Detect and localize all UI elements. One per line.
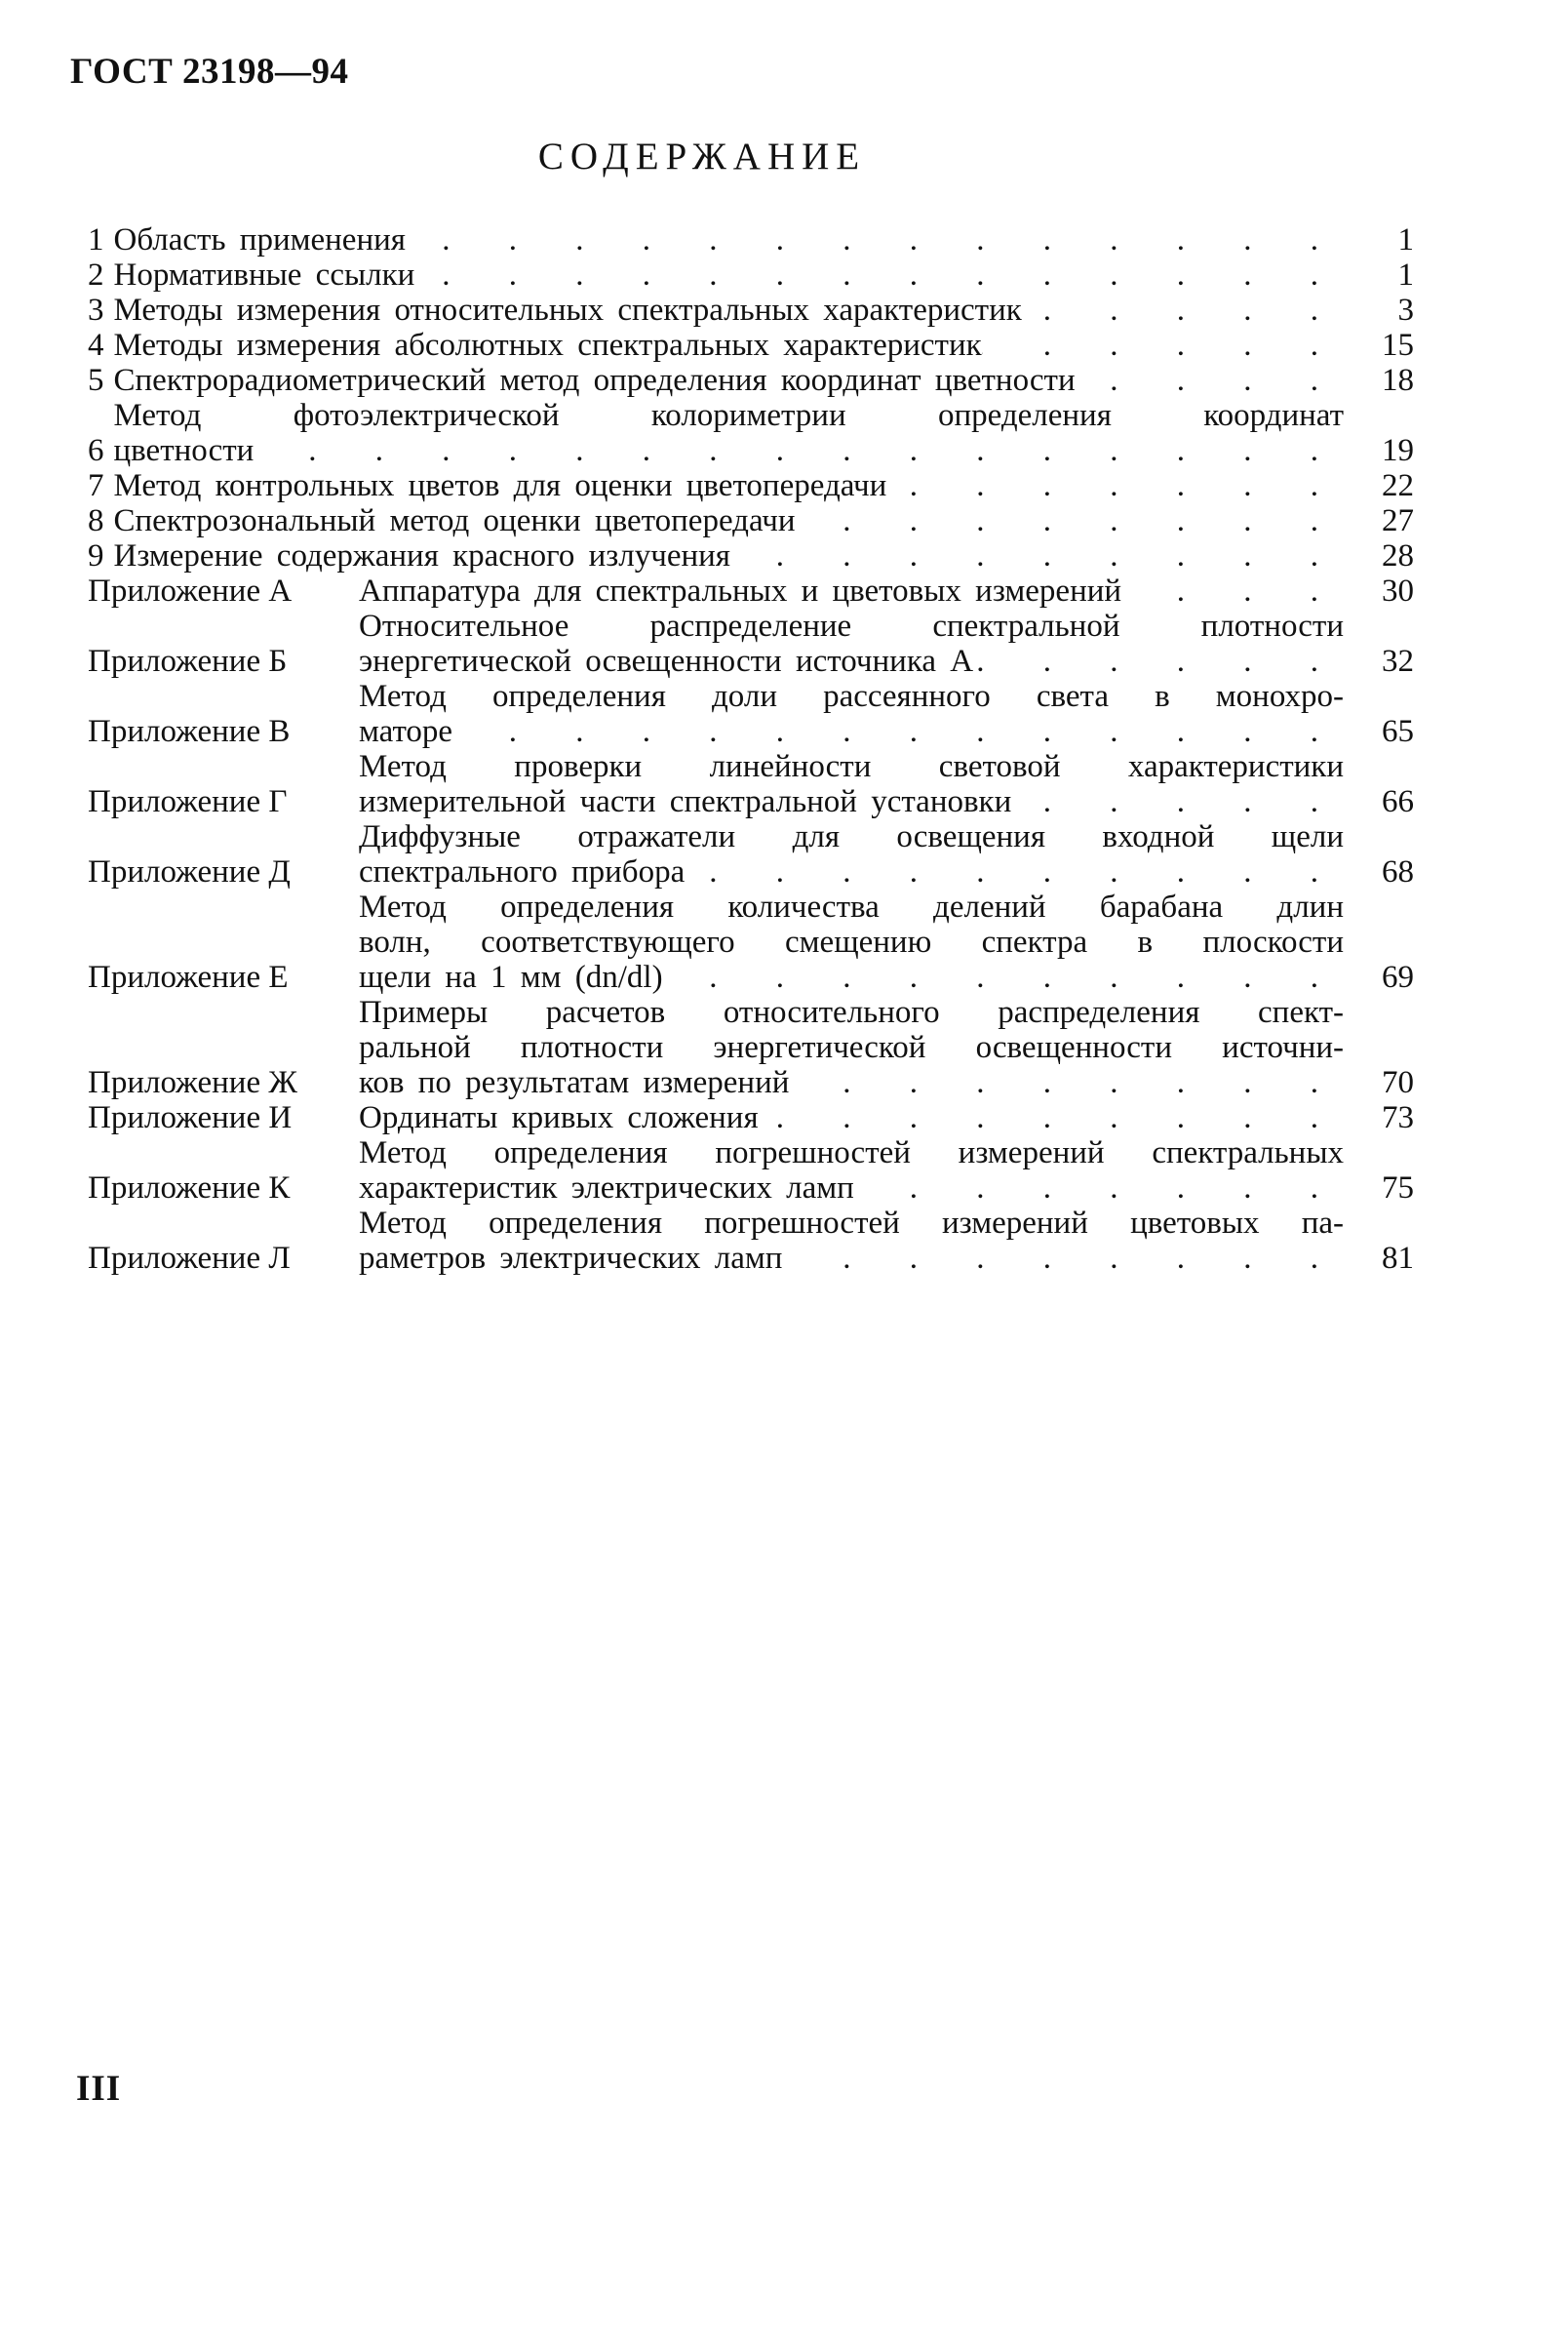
dot-leaders [414,257,1344,293]
toc-page-number: 73 [1382,1100,1414,1135]
toc-entry-text: Нормативные ссылки [113,257,415,293]
toc-page-number: 69 [1382,960,1414,995]
toc-entry-text: измерительной части спектральной установки [359,784,1012,819]
toc-entry-number: Приложение И [88,1100,293,1135]
dot-leaders [854,1170,1344,1206]
toc-page-number: 1 [1397,222,1414,257]
toc-entry-text: характеристик электрических ламп [359,1170,854,1206]
toc-entry [88,257,1414,293]
dot-leaders [1022,293,1344,328]
toc-entry-number: 3 [88,293,104,328]
dot-leaders [1011,784,1344,819]
toc-page-number: 27 [1382,503,1414,538]
toc-entry [88,293,1414,328]
toc-page-number: 81 [1382,1241,1414,1276]
toc-entry-text: Спектрозональный метод оценки цветопередачи [113,503,796,538]
toc-entry [88,503,1414,538]
toc-entry [88,995,1414,1100]
toc-entry-text: цветности [113,433,255,468]
toc-page-number: 75 [1382,1170,1414,1206]
toc-entry [88,222,1414,257]
toc-entry-text: спектрального прибора [359,854,686,890]
toc-entry-number: 1 [88,222,104,257]
toc-page-number: 65 [1382,714,1414,749]
toc-entry-text: Метод определения погрешностей измерений цветовых па- [359,1206,1344,1241]
toc-entry-text: Метод определения доли рассеянного света в монохро- [359,679,1344,714]
toc-entry-number: 8 [88,503,104,538]
dot-leaders [789,1065,1344,1100]
toc-entry-text: Спектрорадиометрический метод определения координат цветности [113,363,1076,398]
toc-entry-number: 6 [88,433,104,468]
toc-entry-text: Метод определения погрешностей измерений спектральных [359,1135,1344,1170]
toc-entry-number: Приложение К [88,1170,291,1206]
toc-page-number: 70 [1382,1065,1414,1100]
toc-entry-text: Метод проверки линейности световой характеристики [359,749,1344,784]
toc-page-number: 19 [1382,433,1414,468]
toc-entry [88,1100,1414,1135]
toc-entry-text: Метод определения количества делений барабана длин [359,890,1344,925]
toc-entry-number: 7 [88,468,104,503]
toc-page-number: 15 [1382,328,1414,363]
toc-entry-text: Диффузные отражатели для освещения входной щели [359,819,1344,854]
dot-leaders [973,644,1344,679]
toc-entry-number: Приложение В [88,714,291,749]
page-number-footer: III [76,2069,122,2109]
toc-page-number: 68 [1382,854,1414,890]
toc-entry-text: Область применения [113,222,406,257]
toc-entry [88,819,1414,890]
toc-entry [88,574,1414,609]
toc-entry [88,398,1414,468]
toc-entry-number: Приложение Д [88,854,291,890]
table-of-contents [88,222,1414,1276]
toc-entry-text: Измерение содержания красного излучения [113,538,730,574]
toc-entry [88,363,1414,398]
toc-entry [88,1206,1414,1276]
toc-page-number: 32 [1382,644,1414,679]
toc-entry [88,609,1414,679]
toc-entry [88,468,1414,503]
dot-leaders [759,1100,1344,1135]
toc-entry-text: Методы измерения абсолютных спектральных характеристик [113,328,982,363]
toc-entry [88,890,1414,995]
toc-entry-number: 2 [88,257,104,293]
toc-entry-number: Приложение А [88,574,293,609]
toc-page-number: 22 [1382,468,1414,503]
toc-entry-number: Приложение Л [88,1241,291,1276]
dot-leaders [782,1241,1344,1276]
dot-leaders [730,538,1344,574]
document-header: ГОСТ 23198—94 [70,52,349,92]
toc-entry-text: ральной плотности энергетической освещенности источни- [359,1030,1344,1065]
toc-entry-text: маторе [359,714,453,749]
dot-leaders [1076,363,1344,398]
toc-page-number: 18 [1382,363,1414,398]
toc-entry-text: Аппаратура для спектральных и цветовых измерений [359,574,1122,609]
toc-entry [88,749,1414,819]
toc-entry-text: Примеры расчетов относительного распределения спект- [359,995,1344,1030]
toc-entry [88,1135,1414,1206]
toc-entry-text: раметров электрических ламп [359,1241,783,1276]
toc-entry-text: энергетической освещенности источника А [359,644,974,679]
dot-leaders [886,468,1344,503]
toc-entry-text: Метод контрольных цветов для оценки цветопередачи [113,468,887,503]
toc-entry-text: щели на 1 мм (dn/dl) [359,960,663,995]
dot-leaders [982,328,1344,363]
toc-page-number: 66 [1382,784,1414,819]
toc-entry-text: Метод фотоэлектрической колориметрии определения координат [113,398,1344,433]
dot-leaders [406,222,1344,257]
toc-page-number: 1 [1397,257,1414,293]
toc-page-number: 28 [1382,538,1414,574]
dot-leaders [685,854,1344,890]
toc-entry-text: волн, соответствующего смещению спектра в плоскости [359,925,1344,960]
toc-entry [88,538,1414,574]
page-title: СОДЕРЖАНИЕ [537,136,867,178]
toc-page-number: 30 [1382,574,1414,609]
toc-entry-number: Приложение Е [88,960,289,995]
dot-leaders [796,503,1344,538]
toc-entry-number: Приложение Б [88,644,288,679]
toc-entry-number: 5 [88,363,104,398]
dot-leaders [663,960,1344,995]
dot-leaders [452,714,1344,749]
toc-entry-number: 9 [88,538,104,574]
toc-entry-number: Приложение Г [88,784,288,819]
toc-entry-text: Относительное распределение спектральной плотности [359,609,1344,644]
toc-entry-text: Методы измерения относительных спектральных характеристик [113,293,1022,328]
toc-entry [88,679,1414,749]
toc-entry-number: Приложение Ж [88,1065,297,1100]
toc-page-number: 3 [1397,293,1414,328]
toc-entry [88,328,1414,363]
dot-leaders [254,433,1344,468]
toc-entry-text: Ординаты кривых сложения [359,1100,759,1135]
dot-leaders [1121,574,1344,609]
toc-entry-text: ков по результатам измерений [359,1065,790,1100]
toc-entry-number: 4 [88,328,104,363]
